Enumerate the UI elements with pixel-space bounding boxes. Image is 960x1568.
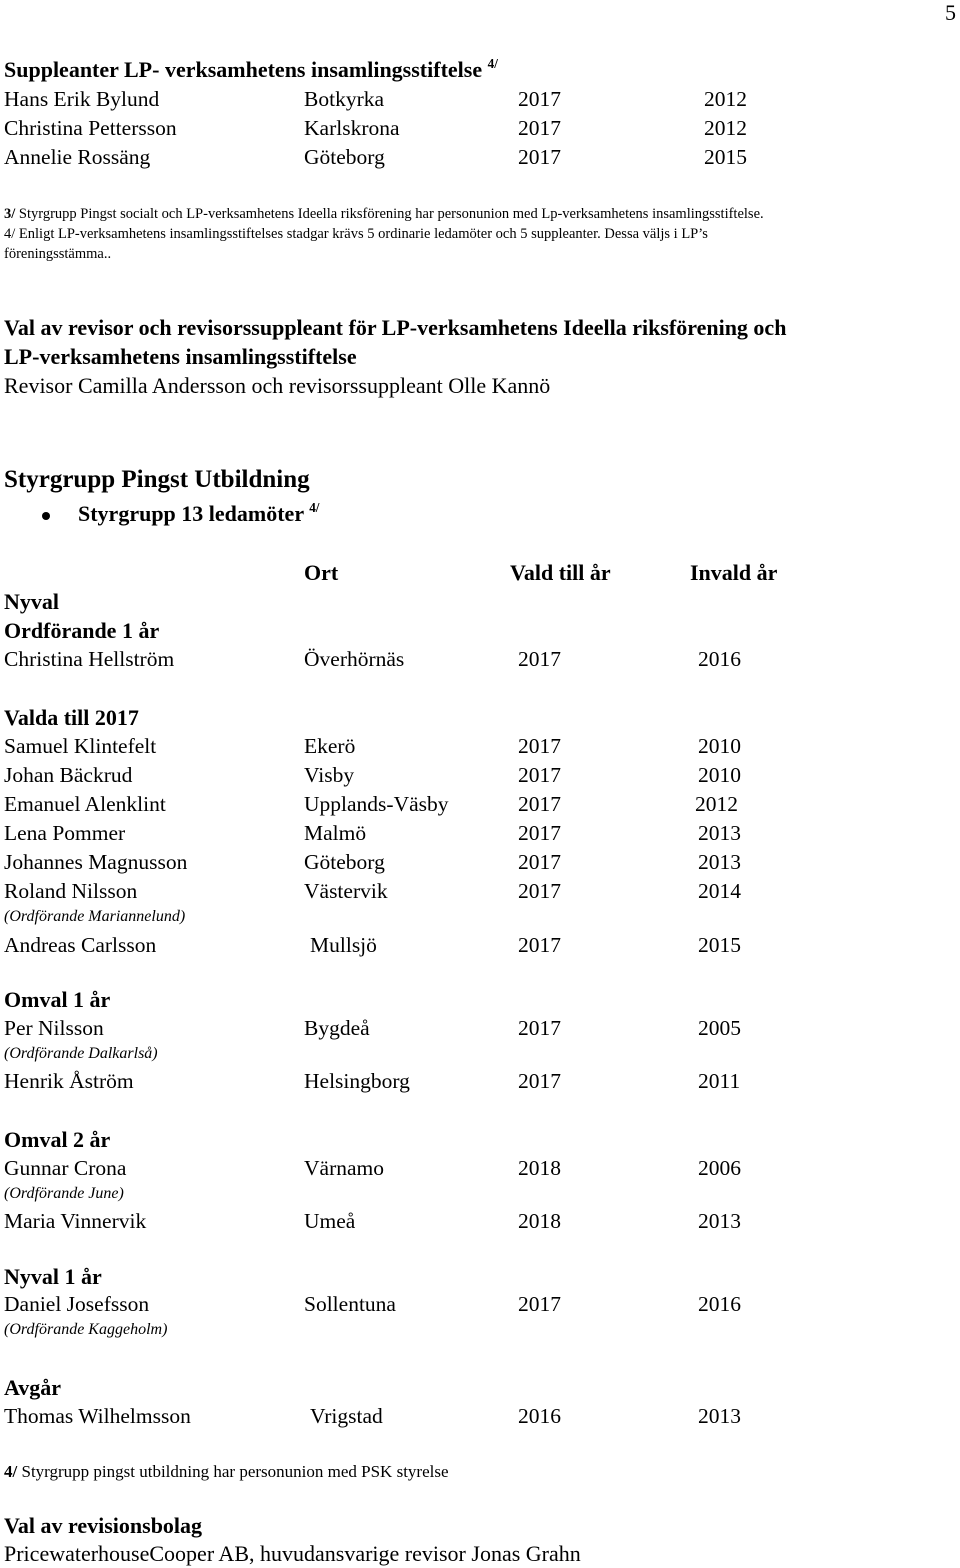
member-name: Christina Pettersson xyxy=(4,116,177,140)
note-3: 3/ Styrgrupp Pingst socialt och LP-verksamhetens Ideella riksförening har personunion med Lp-verksamhetens insamlingsstiftelse. xyxy=(4,206,764,222)
member-name: Emanuel Alenklint xyxy=(4,792,166,816)
member-name: Gunnar Crona xyxy=(4,1156,127,1180)
member-invald: 2012 xyxy=(704,87,747,111)
member-name: Samuel Klintefelt xyxy=(4,734,157,758)
member-city: Bygdeå xyxy=(304,1016,370,1040)
member-vald-till: 2017 xyxy=(518,763,561,787)
ordf-note: (Ordförande Kaggeholm) xyxy=(4,1321,168,1338)
table-row xyxy=(4,1069,944,1097)
member-city: Ekerö xyxy=(304,734,356,758)
member-city: Överhörnäs xyxy=(304,647,405,671)
member-city: Visby xyxy=(304,763,355,787)
table-row xyxy=(4,1292,944,1320)
table-row xyxy=(4,933,944,961)
table-row xyxy=(4,821,944,849)
member-vald-till: 2017 xyxy=(518,116,561,140)
member-vald-till: 2018 xyxy=(518,1156,561,1180)
utbildning-bullet: Styrgrupp 13 ledamöter $^{4/}$ xyxy=(78,499,320,526)
avgar-label: Avgår xyxy=(4,1375,62,1400)
member-invald: 2013 xyxy=(698,1209,741,1233)
revisor-heading-line-2: LP-verksamhetens insamlingsstiftelse xyxy=(4,344,357,369)
note-marker: 4/ xyxy=(4,1462,18,1481)
note-4-line-2: föreningsstämma.. xyxy=(4,246,112,262)
table-row xyxy=(4,647,944,675)
col-vald: Vald till år xyxy=(510,560,611,585)
footnote-ref: 4/ xyxy=(487,55,498,71)
member-name: Thomas Wilhelmsson xyxy=(4,1404,191,1428)
table-row xyxy=(4,1404,944,1432)
valda-label: Valda till 2017 xyxy=(4,705,139,730)
member-vald-till: 2017 xyxy=(518,933,561,957)
member-invald: 2005 xyxy=(698,1016,741,1040)
member-vald-till: 2017 xyxy=(518,734,561,758)
member-invald: 2015 xyxy=(704,145,747,169)
member-name: Annelie Rossäng xyxy=(4,145,151,169)
table-row xyxy=(4,734,944,762)
table-row xyxy=(4,1209,944,1237)
member-city: Upplands-Väsby xyxy=(304,792,449,816)
table-row xyxy=(4,1016,944,1044)
member-name: Hans Erik Bylund xyxy=(4,87,160,111)
lp-suppleanter-heading: Suppleanter LP- verksamhetens insamlingsstiftelse $^{4/}$ xyxy=(4,55,498,82)
table-row xyxy=(4,879,944,907)
bullet-icon xyxy=(42,512,50,520)
member-vald-till: 2016 xyxy=(518,1404,561,1428)
table-row xyxy=(4,850,944,878)
nyval1-label: Nyval 1 år xyxy=(4,1264,102,1289)
member-city: Vrigstad xyxy=(310,1404,383,1428)
revisor-heading-line-1: Val av revisor och revisorssuppleant för LP-verksamhetens Ideella riksförening och xyxy=(4,315,787,340)
member-vald-till: 2017 xyxy=(518,1292,561,1316)
member-invald: 2012 xyxy=(704,116,747,140)
member-city: Umeå xyxy=(304,1209,356,1233)
member-name: Christina Hellström xyxy=(4,647,175,671)
member-city: Mullsjö xyxy=(310,933,377,957)
member-vald-till: 2017 xyxy=(518,1069,561,1093)
ordf-label: Ordförande 1 år xyxy=(4,618,160,643)
member-vald-till: 2017 xyxy=(518,850,561,874)
member-vald-till: 2017 xyxy=(518,821,561,845)
member-name: Maria Vinnervik xyxy=(4,1209,147,1233)
member-invald: 2010 xyxy=(698,763,741,787)
member-name: Roland Nilsson xyxy=(4,879,138,903)
member-city: Västervik xyxy=(304,879,388,903)
table-row xyxy=(4,1156,944,1184)
member-name: Lena Pommer xyxy=(4,821,126,845)
member-city: Göteborg xyxy=(304,145,385,169)
member-name: Per Nilsson xyxy=(4,1016,104,1040)
member-city: Botkyrka xyxy=(304,87,385,111)
member-city: Värnamo xyxy=(304,1156,384,1180)
member-invald: 2013 xyxy=(698,1404,741,1428)
member-invald: 2011 xyxy=(698,1069,741,1093)
member-name: Daniel Josefsson xyxy=(4,1292,150,1316)
omval1-label: Omval 1 år xyxy=(4,987,111,1012)
omval2-label: Omval 2 år xyxy=(4,1127,111,1152)
utbildning-heading: Styrgrupp Pingst Utbildning xyxy=(4,466,310,493)
ordf-note: (Ordförande June) xyxy=(4,1185,124,1202)
member-city: Malmö xyxy=(304,821,367,845)
member-invald: 2016 xyxy=(698,647,741,671)
table-row xyxy=(4,763,944,791)
nyval-label: Nyval xyxy=(4,589,59,614)
member-vald-till: 2017 xyxy=(518,87,561,111)
member-invald: 2013 xyxy=(698,850,741,874)
member-vald-till: 2017 xyxy=(518,1016,561,1040)
member-invald: 2006 xyxy=(698,1156,741,1180)
member-name: Henrik Åström xyxy=(4,1069,134,1093)
table-row xyxy=(4,116,944,144)
member-invald: 2010 xyxy=(698,734,741,758)
utbildning-footnote: 4/ Styrgrupp pingst utbildning har personunion med PSK styrelse xyxy=(4,1462,449,1481)
member-invald: 2014 xyxy=(698,879,741,903)
member-name: Johan Bäckrud xyxy=(4,763,133,787)
revisor-text: Revisor Camilla Andersson och revisorssuppleant Olle Kannö xyxy=(4,373,551,398)
column-headers xyxy=(4,560,944,588)
member-vald-till: 2017 xyxy=(518,879,561,903)
member-vald-till: 2018 xyxy=(518,1209,561,1233)
member-name: Johannes Magnusson xyxy=(4,850,188,874)
member-city: Sollentuna xyxy=(304,1292,396,1316)
member-vald-till: 2017 xyxy=(518,647,561,671)
table-row xyxy=(4,87,944,115)
member-invald: 2015 xyxy=(698,933,741,957)
member-city: Helsingborg xyxy=(304,1069,410,1093)
member-invald: 2013 xyxy=(698,821,741,845)
ordf-note: (Ordförande Dalkarlså) xyxy=(4,1045,158,1062)
member-city: Karlskrona xyxy=(304,116,400,140)
revisionsbolag-heading: Val av revisionsbolag xyxy=(4,1513,203,1538)
col-invald: Invald år xyxy=(690,560,778,585)
note-marker: 3/ xyxy=(4,206,16,222)
member-vald-till: 2017 xyxy=(518,792,561,816)
table-row xyxy=(4,145,944,173)
member-invald: 2016 xyxy=(698,1292,741,1316)
footnote-ref: 4/ xyxy=(309,499,320,515)
table-row xyxy=(4,792,944,820)
member-invald: 2012 xyxy=(695,792,738,816)
page-number: 5 xyxy=(945,0,956,25)
col-ort: Ort xyxy=(304,560,339,585)
member-city: Göteborg xyxy=(304,850,385,874)
revisionsbolag-text: PricewaterhouseCooper AB, huvudansvarige revisor Jonas Grahn xyxy=(4,1541,581,1566)
member-name: Andreas Carlsson xyxy=(4,933,157,957)
ordf-note: (Ordförande Mariannelund) xyxy=(4,908,186,925)
member-vald-till: 2017 xyxy=(518,145,561,169)
note-4-line-1: 4/ Enligt LP-verksamhetens insamlingsstiftelses stadgar krävs 5 ordinarie ledamöter och 5 suppleanter. Dessa väljs i LP’s xyxy=(4,226,708,242)
